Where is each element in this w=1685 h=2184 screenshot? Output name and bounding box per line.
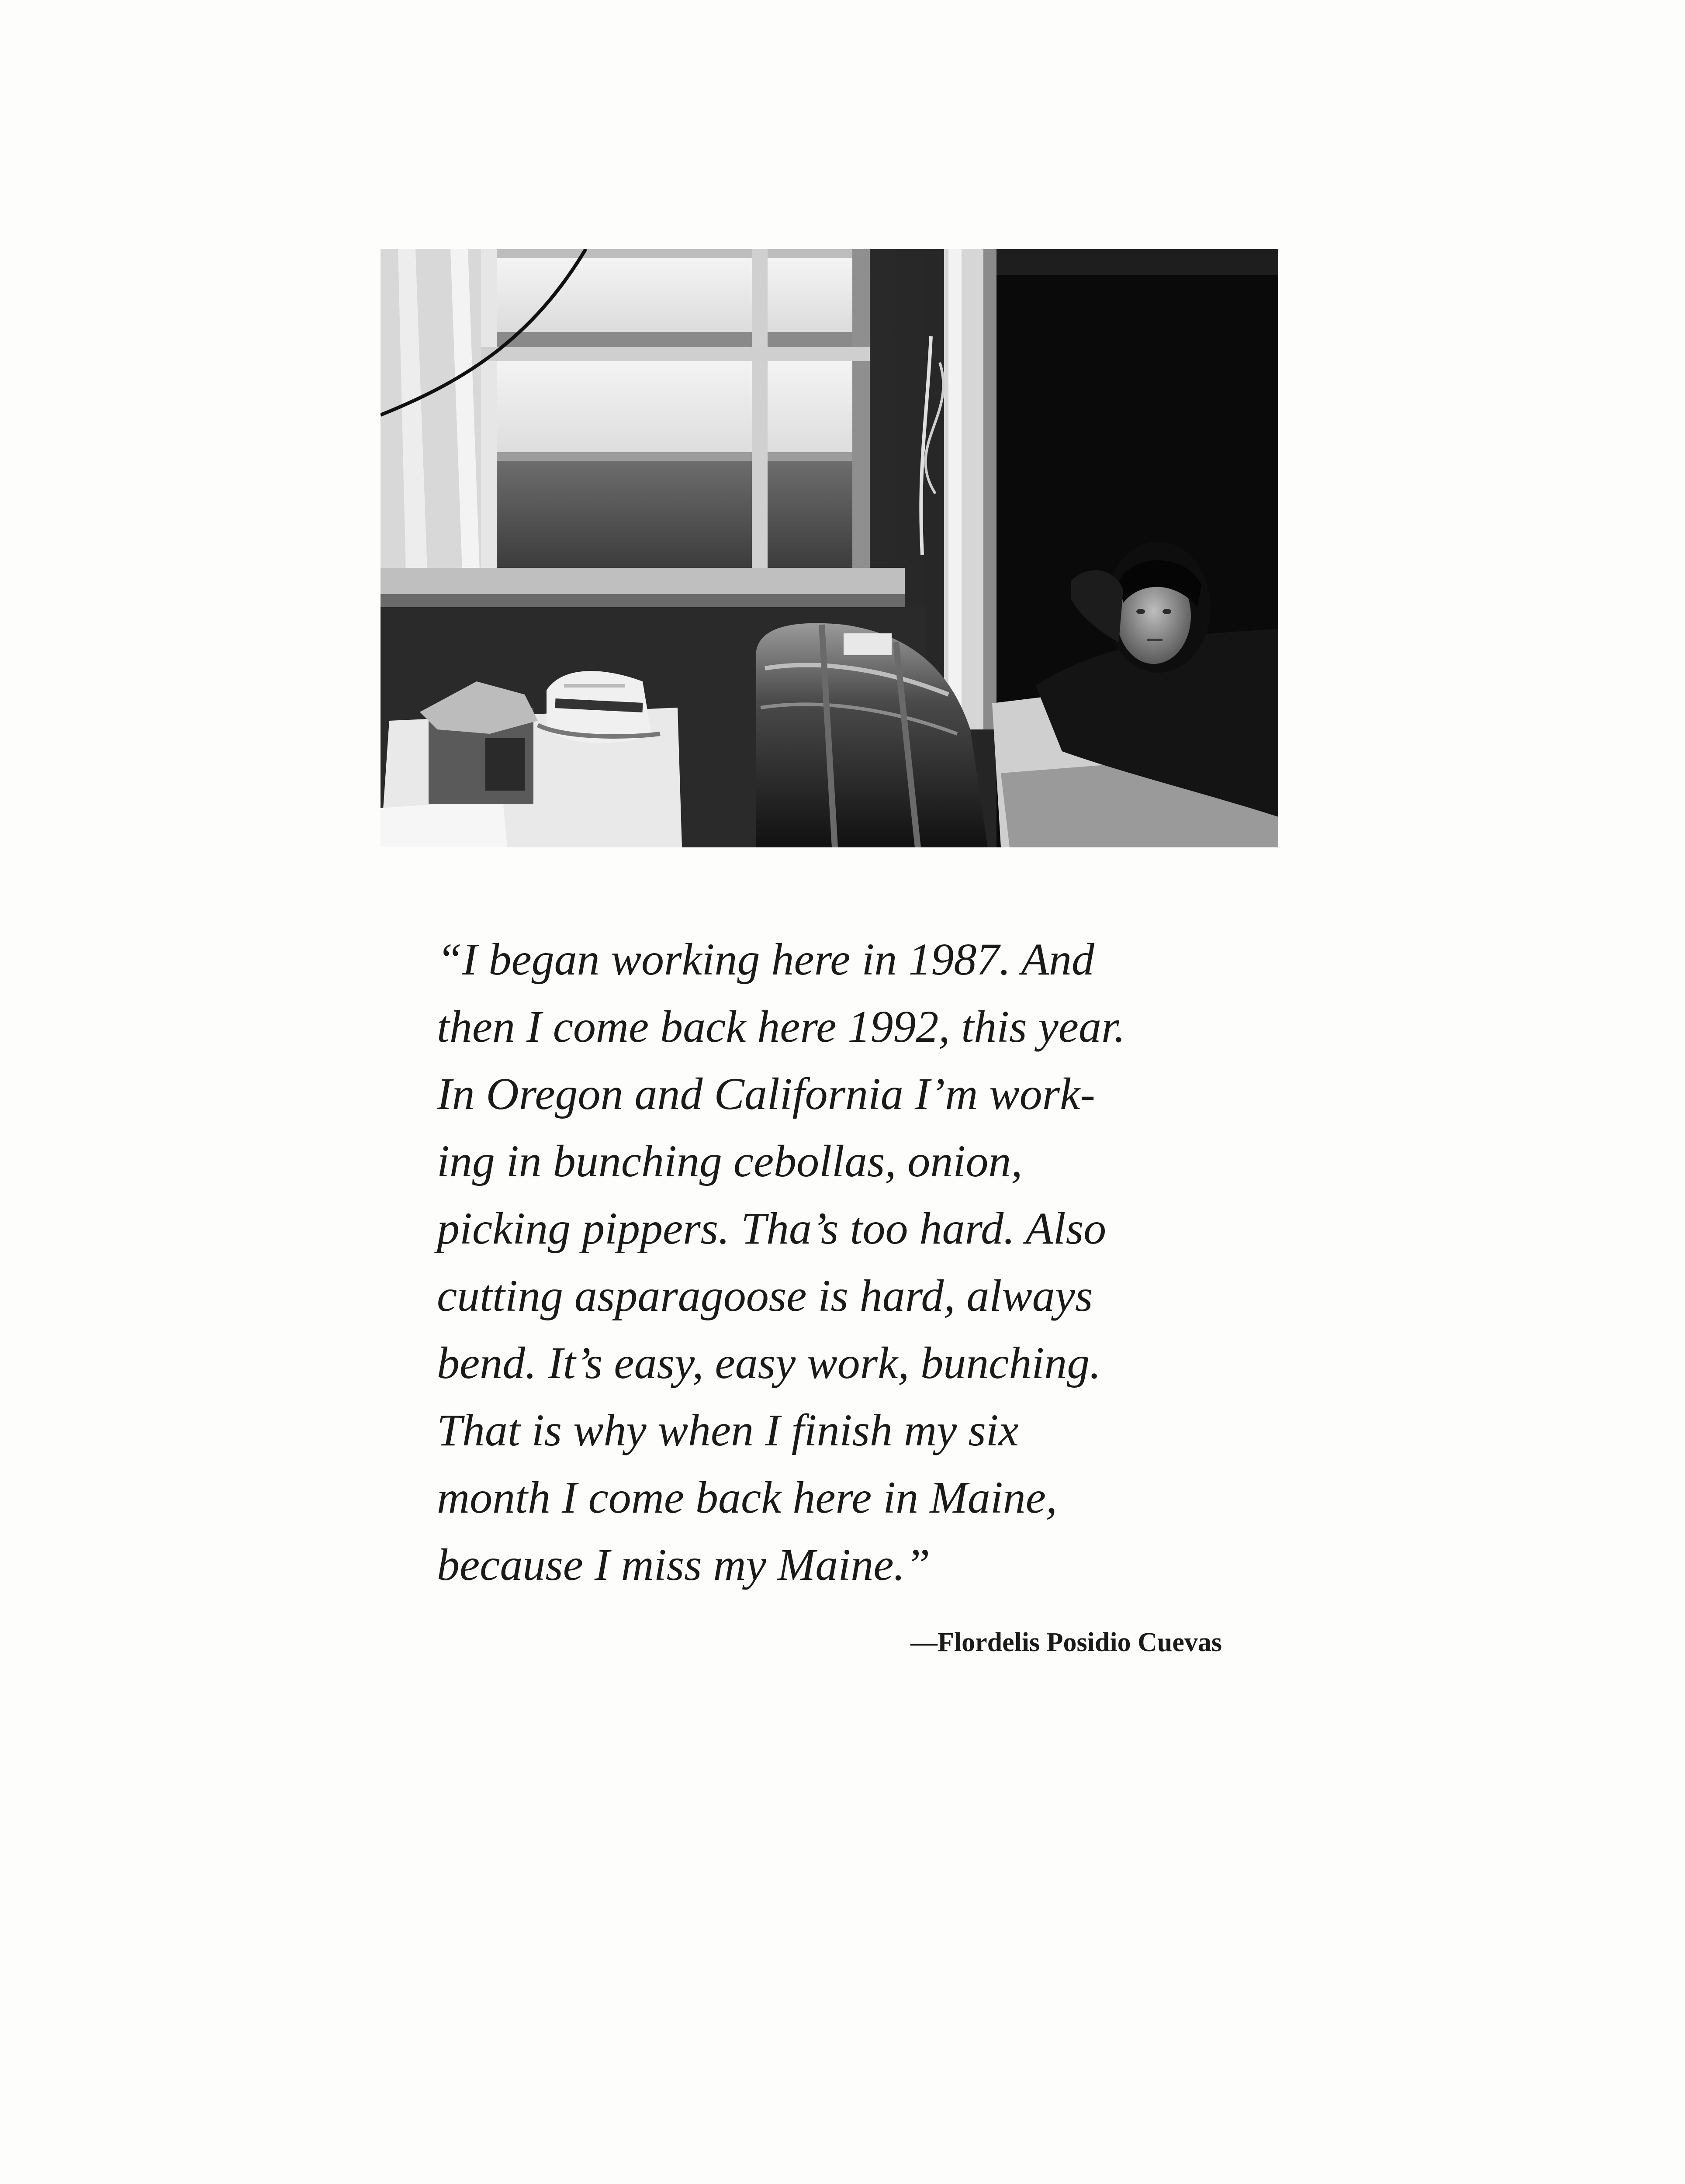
quote-line: In Oregon and California I’m work- (437, 1069, 1095, 1119)
quote-line: then I come back here 1992, this year. (437, 1002, 1125, 1052)
photograph-illustration (381, 249, 1278, 847)
quote-line: month I come back here in Maine, (437, 1472, 1057, 1523)
quote-line: picking pippers. Tha’s too hard. Also (437, 1203, 1107, 1254)
quote-line: “I began working here in 1987. And (437, 934, 1095, 985)
quote-line: cutting asparagoose is hard, always (437, 1271, 1093, 1321)
quote-text (437, 926, 1249, 1599)
quote-line: because I miss my Maine.” (437, 1540, 931, 1590)
quote-attribution: —Flordelis Posidio Cuevas (910, 1628, 1222, 1657)
photograph (381, 249, 1278, 847)
quote-line: bend. It’s easy, easy work, bunching. (437, 1338, 1101, 1388)
quote-line: ing in bunching cebollas, onion, (437, 1136, 1023, 1186)
quote-line: That is why when I finish my six (437, 1405, 1019, 1455)
